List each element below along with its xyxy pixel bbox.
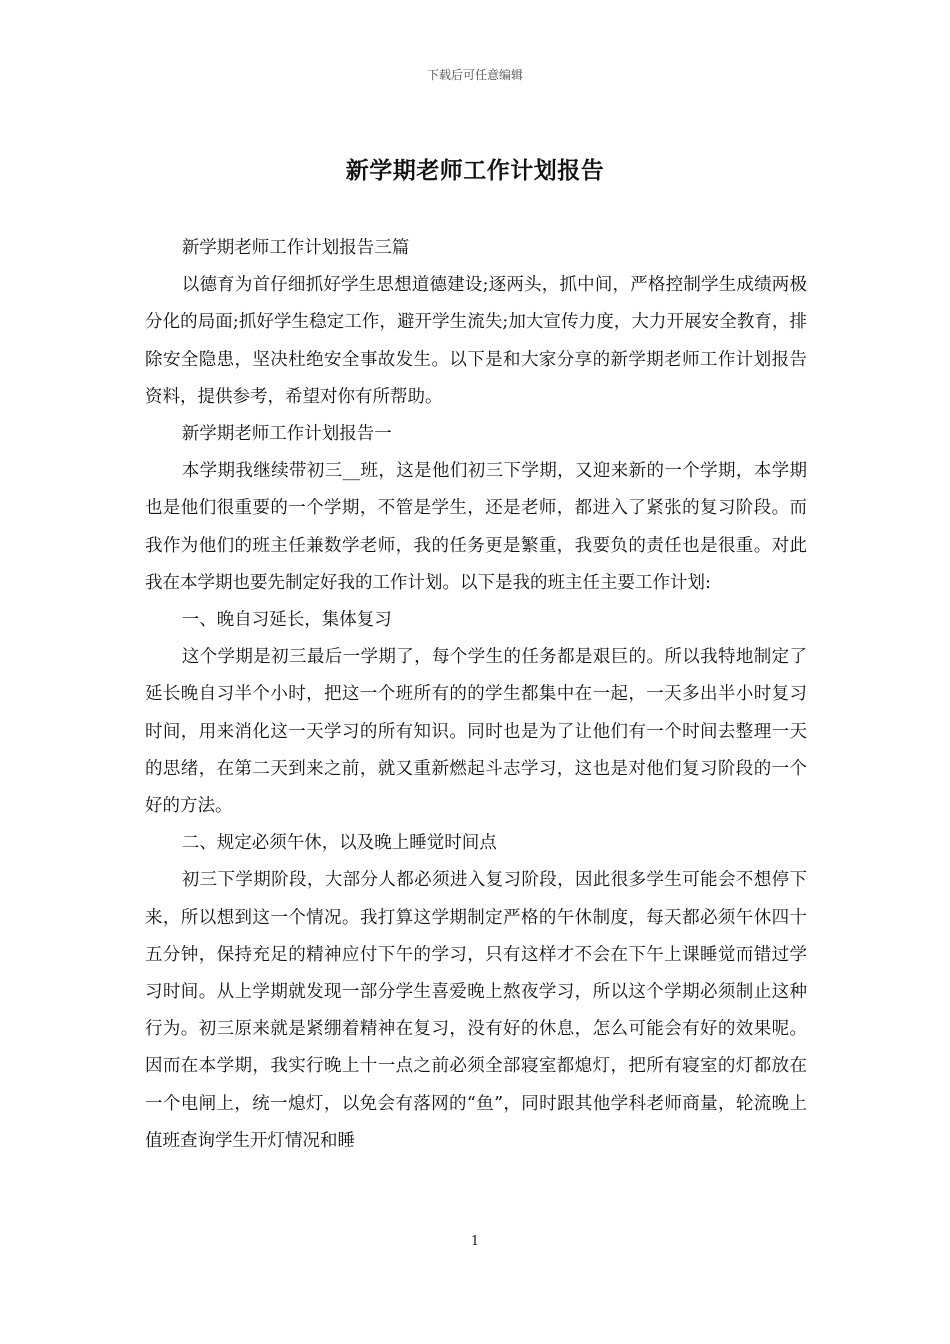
body-paragraph: 初三下学期阶段，大部分人都必须进入复习阶段，因此很多学生可能会不想停下来，所以想到这一个情况。我打算这学期制定严格的午休制度，每天都必须午休四十五分钟，保持充足的精神应付下午的学习，只有这样才不会在下午上课睡觉而错过学习时间。从上学期就发现一部分学生喜爱晚上熬夜学习，所以这个学期必须制止这种行为。初三原来就是紧绷着精神在复习，没有好的休息，怎么可能会有好的效果呢。因而在本学期，我实行晚上十一点之前必须全部寝室都熄灯，把所有寝室的灯都放在一个电闸上，统一熄灯，以免会有落网的“鱼”，同时跟其他学科老师商量，轮流晚上值班查询学生开灯情况和睡 (145, 870, 807, 1151)
section-heading-report-one: 新学期老师工作计划报告一 (181, 424, 392, 445)
section-heading-one: 一、晚自习延长，集体复习 (181, 610, 392, 631)
document-title: 新学期老师工作计划报告 (345, 157, 605, 184)
body-paragraph: 本学期我继续带初三__班，这是他们初三下学期，又迎来新的一个学期，本学期也是他们很重要的一个学期，不管是学生，还是老师，都进入了紧张的复习阶段。而我作为他们的班主任兼数学老师，我的任务更是繁重，我要负的责任也是很重。对此我在本学期也要先制定好我的工作计划。以下是我的班主任主要工作计划: (145, 461, 807, 593)
document-body (145, 230, 807, 1160)
intro-paragraph: 以德育为首仔细抓好学生思想道德建设;逐两头，抓中间，严格控制学生成绩两极分化的局面;抓好学生稳定工作，避开学生流失;加大宣传力度，大力开展安全教育，排除安全隐患，坚决杜绝安全事故发生。以下是和大家分享的新学期老师工作计划报告资料，提供参考，希望对你有所帮助。 (145, 275, 807, 407)
page-number: 1 (470, 1234, 480, 1249)
header-note: 下载后可任意编辑 (426, 68, 523, 82)
section-heading-two: 二、规定必须午休，以及晚上睡觉时间点 (181, 833, 497, 854)
subtitle-paragraph: 新学期老师工作计划报告三篇 (181, 238, 410, 258)
body-paragraph: 这个学期是初三最后一学期了，每个学生的任务都是艰巨的。所以我特地制定了延长晚自习半个小时，把这一个班所有的的学生都集中在一起，一天多出半小时复习时间，用来消化这一天学习的所有知识。同时也是为了让他们有一个时间去整理一天的思绪，在第二天到来之前，就又重新燃起斗志学习，这也是对他们复习阶段的一个好的方法。 (145, 647, 807, 817)
